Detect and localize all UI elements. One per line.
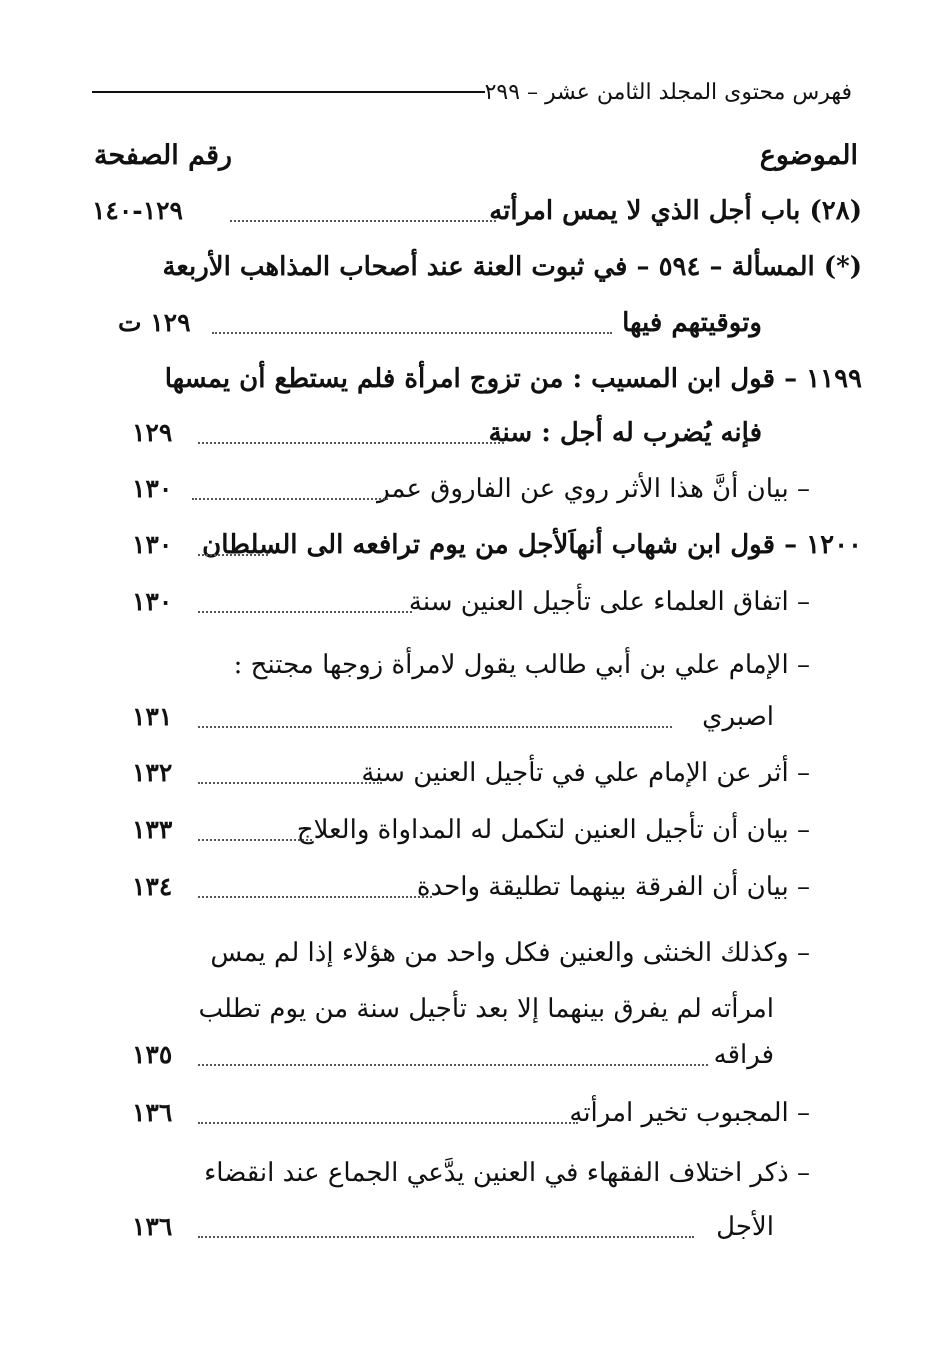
toc-entry-hermaphrodite-end: [92, 1030, 862, 1080]
toc-entry-jurists-disagreement-cont: [92, 1202, 862, 1252]
dot-leader: [230, 220, 496, 222]
entry-text: – المجبوب تخير امرأته: [569, 1098, 810, 1128]
entry-text: فراقه: [713, 1040, 774, 1070]
entry-page: ١٣٦: [132, 1212, 173, 1241]
entry-page: ١٣٠: [132, 530, 173, 559]
header-title: فهرس محتوى المجلد الثامن عشر – ٢٩٩: [484, 79, 852, 105]
toc-entry-hermaphrodite: [92, 928, 862, 978]
entry-text: – اتفاق العلماء على تأجيل العنين سنة: [408, 587, 810, 617]
column-heading-topic: الموضوع: [759, 140, 858, 171]
toc-entry-majbub: [92, 1088, 862, 1138]
dot-leader: [198, 442, 504, 444]
dot-leader: [198, 554, 268, 556]
entry-text: ١١٩٩ – قول ابن المسيب : من تزوج امرأة فلم يستطع أن يمسها: [164, 364, 862, 394]
toc-entry-1199: [92, 354, 862, 404]
entry-text: الأجل: [716, 1212, 774, 1242]
entry-text: – ذكر اختلاف الفقهاء في العنين يدَّعي الجماع عند انقضاء: [204, 1158, 810, 1188]
toc-entry-athar-ali: [92, 748, 862, 798]
toc-entry-imam-ali-cont: [92, 692, 862, 742]
entry-page: ١٢٩: [132, 418, 173, 447]
entry-text: (٢٨) باب أجل الذي لا يمس امرأته: [489, 196, 862, 226]
entry-text: اصبري: [702, 702, 774, 732]
toc-entry-1200: [92, 520, 862, 570]
toc-entry-issue-594-cont: [92, 298, 862, 348]
entry-page: ١٣٤: [132, 872, 173, 901]
dot-leader: [198, 1122, 578, 1124]
dot-leader: [192, 498, 388, 500]
entry-text: (*) المسألة – ٥٩٤ – في ثبوت العنة عند أصحاب المذاهب الأربعة: [162, 252, 862, 282]
running-header: [92, 72, 862, 112]
dot-leader: [198, 896, 432, 898]
entry-page: ١٣٠: [132, 474, 173, 503]
toc-entry-narrated-umar: [92, 464, 862, 514]
dot-leader: [198, 1236, 694, 1238]
toc-entry-treatment: [92, 805, 862, 855]
entry-page: ١٣٥: [132, 1040, 173, 1069]
toc-entry-hermaphrodite-cont: [92, 984, 862, 1034]
entry-page: ١٣٠: [132, 587, 173, 616]
entry-page: ١٢٩ ت: [118, 308, 191, 337]
entry-text: – بيان أنَّ هذا الأثر روي عن الفاروق عمر: [377, 474, 810, 504]
entry-text: – الإمام علي بن أبي طالب يقول لامرأة زوجها مجتنح :: [233, 650, 810, 680]
dot-leader: [198, 782, 382, 784]
dot-leader: [212, 332, 612, 334]
header-rule: [92, 91, 485, 93]
entry-text: فإنه يُضرب له أجل : سنة: [488, 418, 762, 448]
toc-entry-jurists-disagreement: [92, 1148, 862, 1198]
entry-text: – بيان أن الفرقة بينهما تطليقة واحدة: [416, 872, 810, 902]
entry-text: – أثر عن الإمام علي في تأجيل العنين سنة: [361, 758, 810, 788]
dot-leader: [198, 726, 672, 728]
toc-entry-imam-ali: [92, 640, 862, 690]
entry-text: امرأته لم يفرق بينهما إلا بعد تأجيل سنة من يوم تطلب: [198, 994, 774, 1024]
toc-entry-issue-594: [92, 242, 862, 292]
entry-page: ١٣٣: [132, 815, 173, 844]
toc-entry-scholars-agreement: [92, 577, 862, 627]
toc-entry-chapter-28: [92, 186, 862, 236]
entry-text: – بيان أن تأجيل العنين لتكمل له المداواة والعلاج: [296, 815, 810, 845]
toc-entry-1199-cont: [92, 408, 862, 458]
entry-page: ١٣٦: [132, 1098, 173, 1127]
entry-text: – وكذلك الخنثى والعنين فكل واحد من هؤلاء إذا لم يمس: [210, 938, 810, 968]
column-heading-page-number: رقم الصفحة: [94, 140, 233, 171]
toc-entry-single-divorce: [92, 862, 862, 912]
entry-page: ١٣١: [132, 702, 173, 731]
entry-text: وتوقيتهم فيها: [622, 308, 762, 338]
entry-text: ١٢٠٠ – قول ابن شهاب أنهاَلأجل من يوم ترافعه الى السلطان: [202, 530, 862, 560]
dot-leader: [198, 611, 412, 613]
dot-leader: [198, 839, 312, 841]
entry-page: ١٣٢: [132, 758, 173, 787]
dot-leader: [198, 1064, 708, 1066]
entry-page: ١٢٩-١٤٠: [92, 196, 183, 225]
